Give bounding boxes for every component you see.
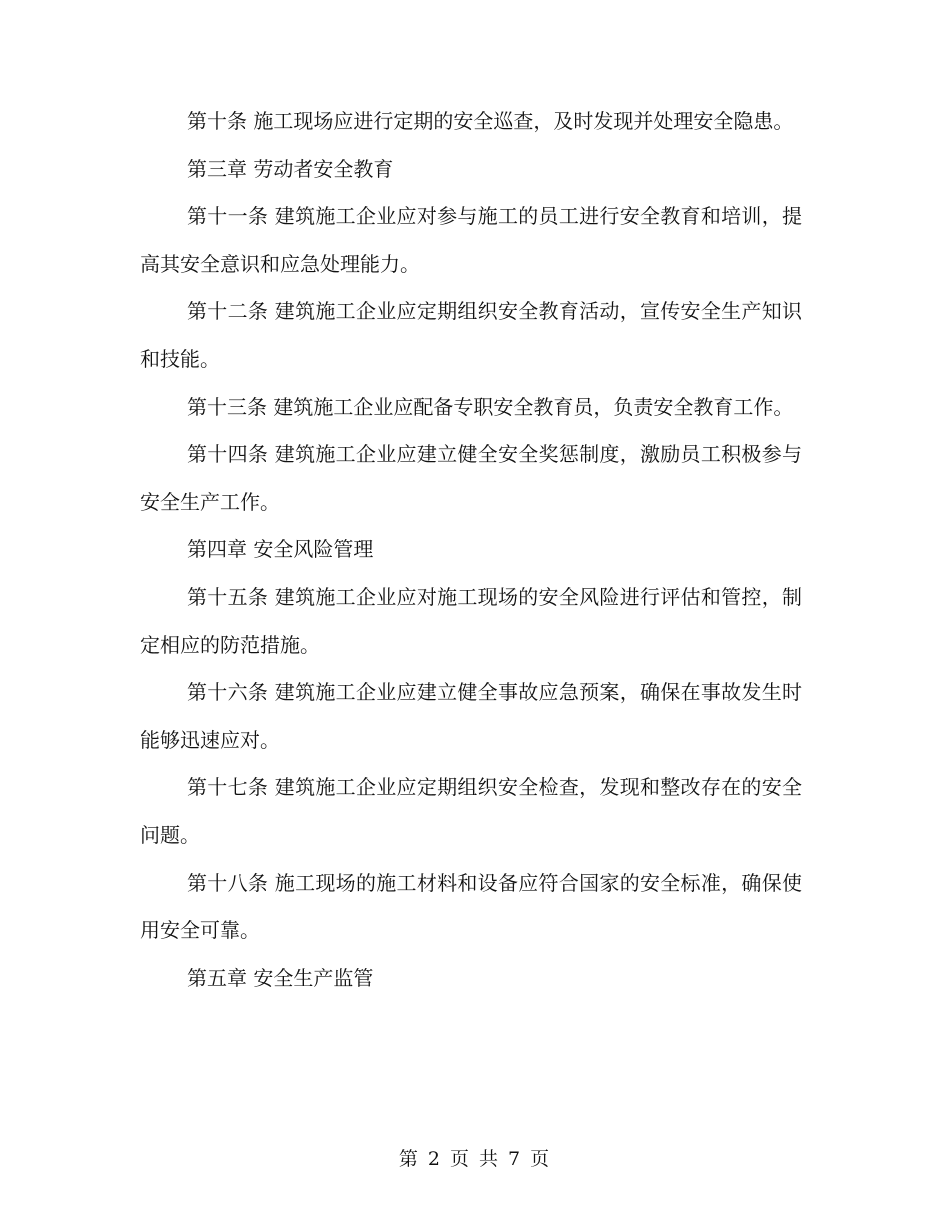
article-14: 第十四条 建筑施工企业应建立健全安全奖惩制度，激励员工积极参与安全生产工作。 <box>140 442 802 514</box>
document-body <box>140 98 802 1002</box>
article-17: 第十七条 建筑施工企业应定期组织安全检查，发现和整改存在的安全问题。 <box>140 775 802 847</box>
chapter-3-heading: 第三章 劳动者安全教育 <box>187 156 394 181</box>
chapter-4-heading: 第四章 安全风险管理 <box>187 537 374 562</box>
article-15: 第十五条 建筑施工企业应对施工现场的安全风险进行评估和管控，制定相应的防范措施。 <box>140 584 802 657</box>
article-16: 第十六条 建筑施工企业应建立健全事故应急预案，确保在事故发生时能够迅速应对。 <box>140 680 802 752</box>
article-12: 第十二条 建筑施工企业应定期组织安全教育活动，宣传安全生产知识和技能。 <box>140 299 802 371</box>
article-18: 第十八条 施工现场的施工材料和设备应符合国家的安全标准，确保使用安全可靠。 <box>140 870 802 943</box>
article-11: 第十一条 建筑施工企业应对参与施工的员工进行安全教育和培训，提高其安全意识和应急处理能力。 <box>140 204 802 276</box>
page-number-footer: 第 2 页 共 7 页 <box>398 1148 552 1170</box>
article-10: 第十条 施工现场应进行定期的安全巡查，及时发现并处理安全隐患。 <box>187 109 794 133</box>
chapter-5-heading: 第五章 安全生产监管 <box>187 965 374 990</box>
article-13: 第十三条 建筑施工企业应配备专职安全教育员，负责安全教育工作。 <box>187 394 794 419</box>
